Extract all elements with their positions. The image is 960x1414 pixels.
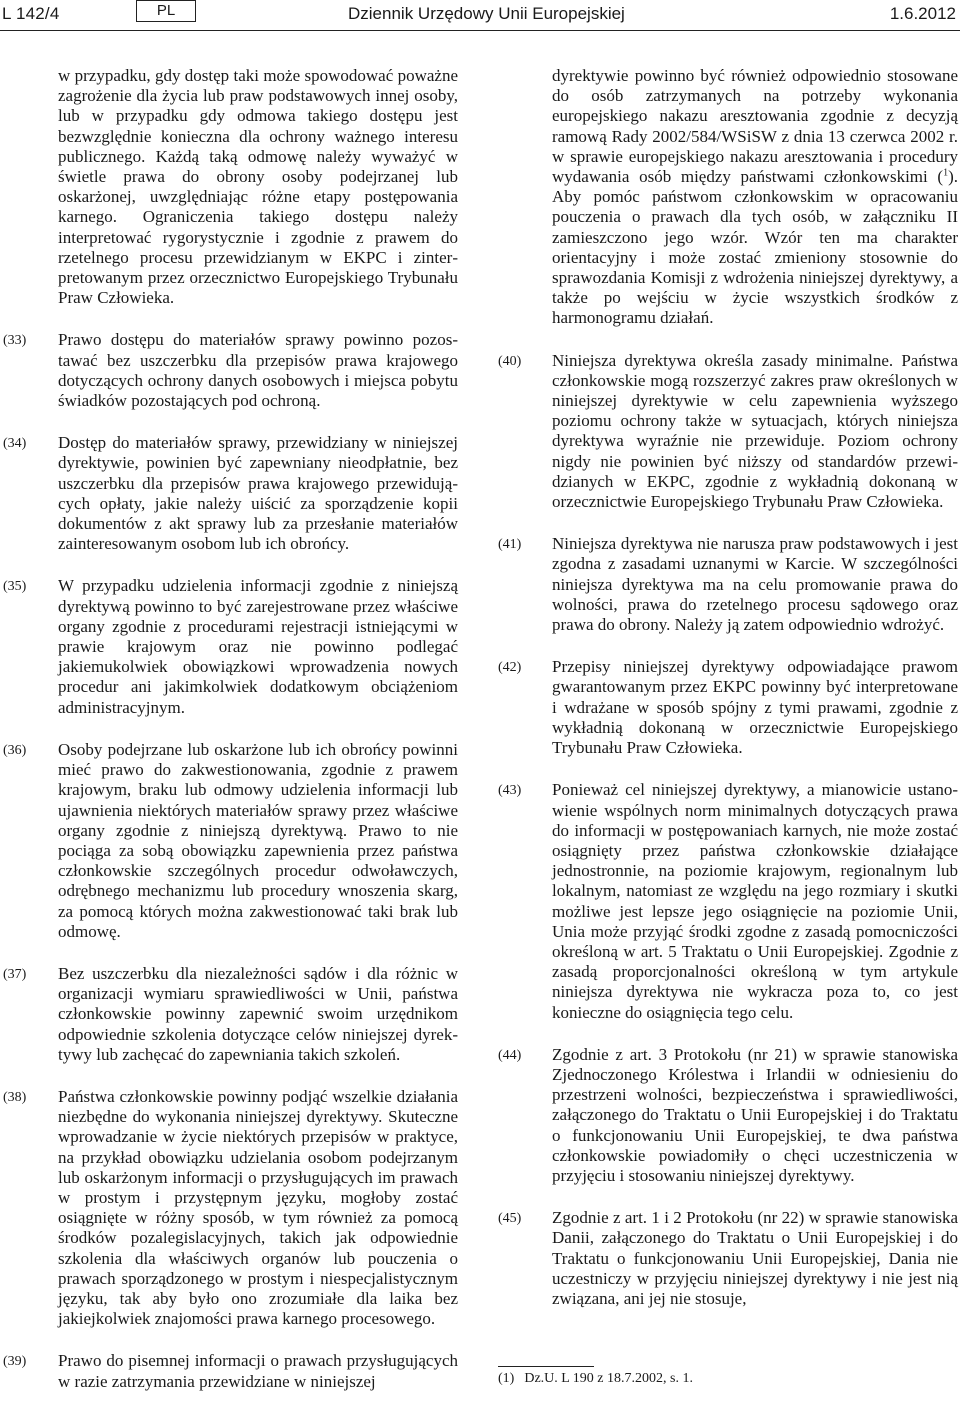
recital-text: Dostęp do materiałów sprawy, przewidziany w niniejszej dyrektywie, powinien być zapewniany nieodpłatnie, bez uszczerbku dla przepisów prawa krajowego przewidujących opłaty, jakie należy uiścić za sporządzenie kopii dokumentów z akt sprawy lub za przesłanie materiałów zainteresowanym osobom lub ich obrońcy.: [58, 433, 458, 554]
recital-paragraph: [3, 963, 458, 1065]
recital-paragraph: [498, 534, 958, 635]
recital-paragraph: [552, 66, 958, 329]
journal-title: Dziennik Urzędowy Unii Europejskiej: [348, 4, 625, 23]
recital-number: (36): [3, 742, 27, 758]
recital-number: (34): [3, 436, 27, 452]
recital-number: (45): [498, 1211, 522, 1227]
footnote-rule: [498, 1366, 594, 1367]
recital-number: (33): [3, 333, 27, 349]
recital-text: Niniejsza dyrektywa określa zasady minimalne. Państwa członkowskie mogą rozszerzyć zakres praw określonych w niniejszej dyrektywie w celu zapewnienia wyższego poziomu ochrony także w sytuacjach, których niniejsza dyrektywa wyraźnie nie przewiduje. Poziom ochrony nigdy nie powinien być niższy od standardów przewidzianych w EKPC, zgodnie z wykładnią dokonaną w orzecznictwie Europejskiego Trybunału Praw Człowieka.: [552, 350, 958, 512]
recital-paragraph: [498, 780, 958, 1022]
header-rule: [0, 30, 960, 31]
recital-paragraph: [3, 433, 458, 554]
recital-text: W przypadku udzielenia informacji zgodnie z niniejszą dyrektywą powinno to być zarejestrowane przez właściwe organy zgodnie z procedurami rejestracji istniejącymi w prawie krajowym oraz nie powinno podlegać jakiemukolwiek obowiązkowi wprowadzenia nowych procedur ani jakimkolwiek dodatkowym obciążeniom administracyjnym.: [58, 576, 458, 717]
recital-paragraph: [498, 657, 958, 758]
left-column: [3, 66, 458, 1414]
recital-number: (35): [3, 579, 27, 595]
page-number: L 142/4: [2, 4, 60, 23]
recital-number: (42): [498, 660, 522, 676]
recital-text: w przypadku, gdy dostęp taki może spowodować poważne zagrożenie dla życia lub praw podstawowych innej osoby, lub w przypadku gdy odmowa takiego dostępu jest bezwzględnie konieczna dla ochrony ważnego interesu publicznego. Każdą taką odmowę należy wyważyć w świetle prawa do obrony osoby podejrzanej lub oskarżonej, uwzględniając różne etapy postępowania karnego. Ograniczenia takiego dostępu należy interpretować rygorystycznie i zgodnie z prawem do rzetelnego procesu przewidzianym w EKPC i zinterpretowanym przez orzecznictwo Europejskiego Trybunału Praw Człowieka.: [58, 66, 458, 308]
footnote-marker-open: (: [927, 167, 944, 187]
recital-paragraph: [498, 351, 958, 513]
recital-paragraph: [3, 576, 458, 717]
footnote-marker-close: ): [948, 167, 954, 187]
recital-text: dyrektywie powinno być również odpowiednio stosowane do osób zatrzymanych na potrzeby wykonania europejskiego nakazu aresztowania zgodnie z decyzją ramową Rady 2002/584/WSiSW z dnia 13 czerwca 2002 r. w sprawie europejskiego nakazu aresztowania i procedury wydawania osób między państwami członkowskimi: [552, 66, 958, 187]
recital-text: Ponieważ cel niniejszej dyrektywy, a mianowicie ustanowienie wspólnych norm minimalnych dotyczących prawa do informacji w postępowaniach karnych, nie może zostać osiągnięty przez państwa członkowskie działające jednostronnie, na poziomie krajowym, regionalnym lub lokalnym, natomiast ze względu na jego rozmiary i skutki możliwe jest lepsze jego osiągnięcie na poziomie Unii, Unia może przyjąć środki zgodne z zasadą pomocniczości określoną w art. 5 Traktatu o Unii Europejskiej. Zgodnie z zasadą proporcjonalności określoną w tym artykule niniejsza dyrektywa nie wykracza poza to, co jest konieczne do osiągnięcia tego celu.: [552, 780, 958, 1022]
recital-text: Państwa członkowskie powinny podjąć wszelkie działania niezbędne do wykonania niniejszej dyrektywy. Skuteczne wprowadzanie w życie niektórych przepisów w praktyce, na przykład obowiązku udzielania osobom podejrzanym lub oskarżonym informacji o przysługujących im prawach w prostym i przystępnym języku, mogłoby zostać osiągnięte w różny sposób, w tym również za pomocą środków pozalegislacyjnych, takich jak odpowiednie szkolenia dla właściwych organów lub pouczenia o prawach sporządzonego w prostym i niespecjalistycznym języku, tak aby było ono zrozumiałe dla laika bez jakiejkolwiek znajomości prawa karnego procesowego.: [58, 1086, 458, 1329]
recital-number: (37): [3, 966, 27, 982]
recital-paragraph: [3, 1086, 458, 1329]
publication-date: 1.6.2012: [889, 4, 956, 23]
footnote: [498, 1371, 693, 1387]
recital-text: Prawo do pisemnej informacji o prawach przysługujących w razie zatrzymania przewidziane w niniejszej: [58, 1351, 458, 1391]
recital-paragraph: [3, 330, 458, 411]
footnote-ref: (1): [498, 1371, 515, 1386]
footnote-marker[interactable]: 1: [943, 167, 949, 179]
page-header: [0, 0, 960, 42]
recital-number: (39): [3, 1354, 27, 1370]
recital-paragraph: [498, 1045, 958, 1186]
recital-paragraph: [498, 1208, 958, 1309]
recital-text: Niniejsza dyrektywa nie narusza praw podstawowych i jest zgodna z zasadami uznanymi w Karcie. W szczególności niniejsza dyrektywa ma na celu promowanie prawa do wolności, prawa do rzetelnego procesu sądowego oraz prawa do obrony. Należy ją zatem odpowiednio wdrożyć.: [552, 534, 958, 635]
recital-paragraph: [3, 1351, 458, 1391]
recital-number: (40): [498, 353, 522, 369]
recital-text: Osoby podejrzane lub oskarżone lub ich obrońcy powinni mieć prawo do zakwestionowania, zgodnie z prawem krajowym, braku lub odmowy udzielenia informacji lub ujawnienia niektórych materiałów sprawy przez właściwe organy zgodnie z niniejszą dyrektywą. Prawo to nie pociąga za sobą obowiązku zapewnienia przez państwa członkowskie szczególnych procedur odwoławczych, odrębnego mechanizmu lub procedury wnoszenia skarg, za pomocą których można zakwestionować taki brak lub odmowę.: [58, 739, 458, 941]
recital-paragraph: [3, 739, 458, 942]
right-column: [498, 66, 958, 1331]
footnote-text: Dz.U. L 190 z 18.7.2002, s. 1.: [524, 1371, 693, 1386]
recital-number: (38): [3, 1089, 27, 1105]
recital-number: (44): [498, 1047, 522, 1063]
recital-text: Prawo dostępu do materiałów sprawy powinno pozostawać bez uszczerbku dla przepisów prawa krajowego dotyczących ochrony danych osobowych i miejsca pobytu świadków pozostających pod ochroną.: [58, 330, 458, 411]
recital-text-continued: . Aby pomóc państwom członkowskim w opracowaniu pouczenia o prawach dla tych osób, w załączniku II zamieszczono jego wzór. Wzór ten ma charakter orientacyjny i może zostać zmieniony stosownie do sprawozdania Komisji z wdrożenia niniejszej dyrektywy, a także po wejściu w życie wszystkich środków z harmonogramu działań.: [552, 167, 958, 328]
recital-paragraph: [58, 66, 458, 308]
recital-text: Przepisy niniejszej dyrektywy odpowiadające prawom gwarantowanym przez EKPC powinny być interpretowane i wdrażane w sposób spójny z tymi prawami, zgodnie z wykładnią dokonaną w orzecznictwie Europejskiego Trybunału Praw Człowieka.: [552, 657, 958, 758]
recital-text: Zgodnie z art. 1 i 2 Protokołu (nr 22) w sprawie stanowiska Danii, załączonego do Traktatu o Unii Europejskiej i do Traktatu o funkcjonowaniu Unii Europejskiej, Dania nie uczestniczy w przyjęciu niniejszej dyrektywy i nie jest nią związana, ani jej nie stosuje,: [552, 1208, 958, 1308]
recital-number: (43): [498, 783, 522, 799]
recital-number: (41): [498, 537, 522, 553]
recital-text: Bez uszczerbku dla niezależności sądów i dla różnic w organizacji wymiaru sprawiedliwości w Unii, państwa członkowskie powinny zapewnić swoim urzędnikom odpowiednie szkolenia dotyczące celów niniejszej dyrektywy lub zachęcać do zapewniania takich szkoleń.: [58, 963, 458, 1064]
recital-text: Zgodnie z art. 3 Protokołu (nr 21) w sprawie stanowiska Zjednoczonego Królestwa i Irlandii w odniesieniu do przestrzeni wolności, bezpieczeństwa i sprawiedliwości, załączonego do Traktatu o Unii Europejskiej i do Traktatu o funkcjonowaniu Unii Europejskiej, te dwa państwa członkowskie powiadomiły o chęci uczestniczenia w przyjęciu i stosowaniu niniejszej dyrektywy.: [552, 1044, 958, 1185]
language-badge: PL: [136, 0, 196, 22]
